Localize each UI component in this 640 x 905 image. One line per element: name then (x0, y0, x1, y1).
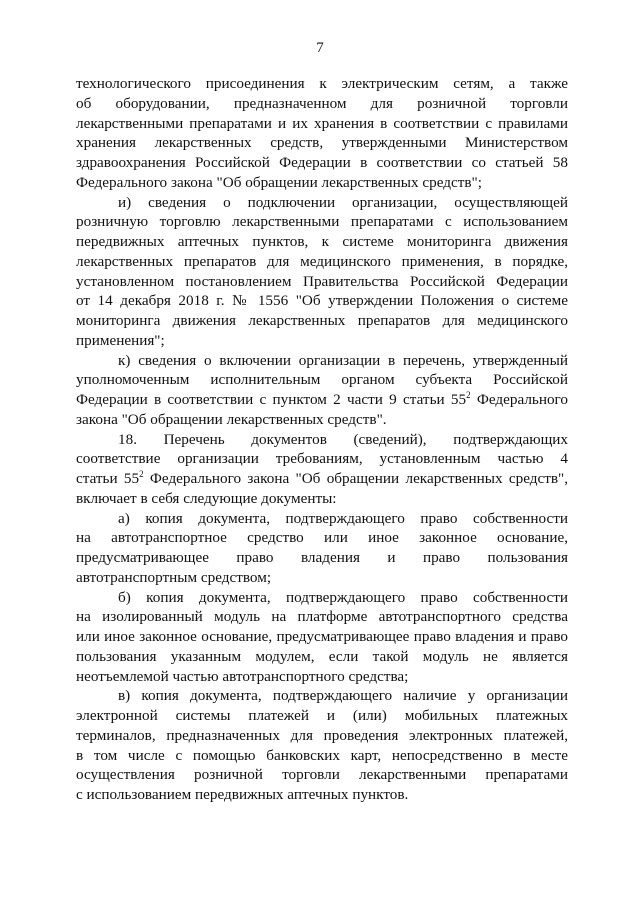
text-line: статьи $55^2$ Федерального закона "Об обращении лекарственных средств", (76, 469, 568, 487)
text-line: установленном постановлением Правительства Российской Федерации (76, 272, 568, 290)
text-line: об оборудовании, предназначенном для розничной торговли (76, 94, 568, 112)
text-line: с использованием передвижных аптечных пунктов. (76, 786, 409, 803)
text-line: осуществления розничной торговли лекарственными препаратами (76, 766, 568, 784)
text-line: автотранспортным средством; (76, 568, 272, 586)
text-line: технологического присоединения к электрическим сетям, а также (76, 75, 568, 92)
text-line: от 14 декабря 2018 г. № 1556 "Об утверждении Положения о системе (76, 292, 568, 310)
text-line: неотъемлемой частью автотранспортного средства; (76, 667, 409, 685)
page-number: 7 (316, 40, 324, 56)
text-line: на автотранспортное средство или иное законное основание, (76, 529, 568, 547)
text-line: лекарственными препаратами и их хранения в соответствии с правилами (76, 114, 568, 132)
document-body (76, 74, 568, 805)
text-line: а) копия документа, подтверждающего право собственности (118, 509, 568, 527)
text-line: здравоохранения Российской Федерации в соответствии со статьей 58 (76, 154, 568, 171)
text-line: соответствие организации требованиям, установленным частью 4 (76, 450, 568, 468)
text-line: закона "Об обращении лекарственных средств". (76, 410, 387, 428)
text-line: розничную торговлю лекарственными препаратами с использованием (76, 213, 568, 231)
text-line: на изолированный модуль на платформе автотранспортного средства (76, 608, 568, 626)
text-line: 18. Перечень документов (сведений), подтверждающих (118, 430, 568, 448)
text-line: мониторинга движения лекарственных препаратов для медицинского (76, 312, 568, 329)
text-line: пользования указанным модулем, если такой модуль не является (76, 647, 568, 665)
text-line: лекарственных препаратов для медицинского применения, в порядке, (76, 252, 568, 270)
text-line: терминалов, предназначенных для проведения электронных платежей, (76, 726, 568, 744)
text-line: к) сведения о включении организации в перечень, утвержденный (118, 351, 568, 369)
text-line: хранения лекарственных средств, утвержденными Министерством (76, 134, 568, 152)
text-line: Федерального закона "Об обращении лекарственных средств"; (76, 173, 482, 191)
text-line: предусматривающее право владения и право пользования (76, 549, 568, 566)
text-line: включает в себя следующие документы: (76, 489, 337, 507)
text-line: или иное законное основание, предусматривающее право владения и право (76, 628, 568, 645)
text-line: и) сведения о подключении организации, осуществляющей (118, 193, 568, 211)
text-line: в том числе с помощью банковских карт, непосредственно в месте (76, 746, 568, 764)
text-line: применения"; (76, 331, 165, 349)
text-line: передвижных аптечных пунктов, к системе мониторинга движения (76, 233, 568, 250)
text-line: уполномоченным исполнительным органом субъекта Российской (76, 371, 568, 389)
text-line: в) копия документа, подтверждающего наличие у организации (118, 687, 568, 705)
text-line: Федерации в соответствии с пунктом 2 части 9 статьи $55^2$ Федерального (76, 390, 568, 408)
text-line: б) копия документа, подтверждающего право собственности (118, 588, 568, 606)
text-line: электронной системы платежей и (или) мобильных платежных (76, 707, 568, 724)
